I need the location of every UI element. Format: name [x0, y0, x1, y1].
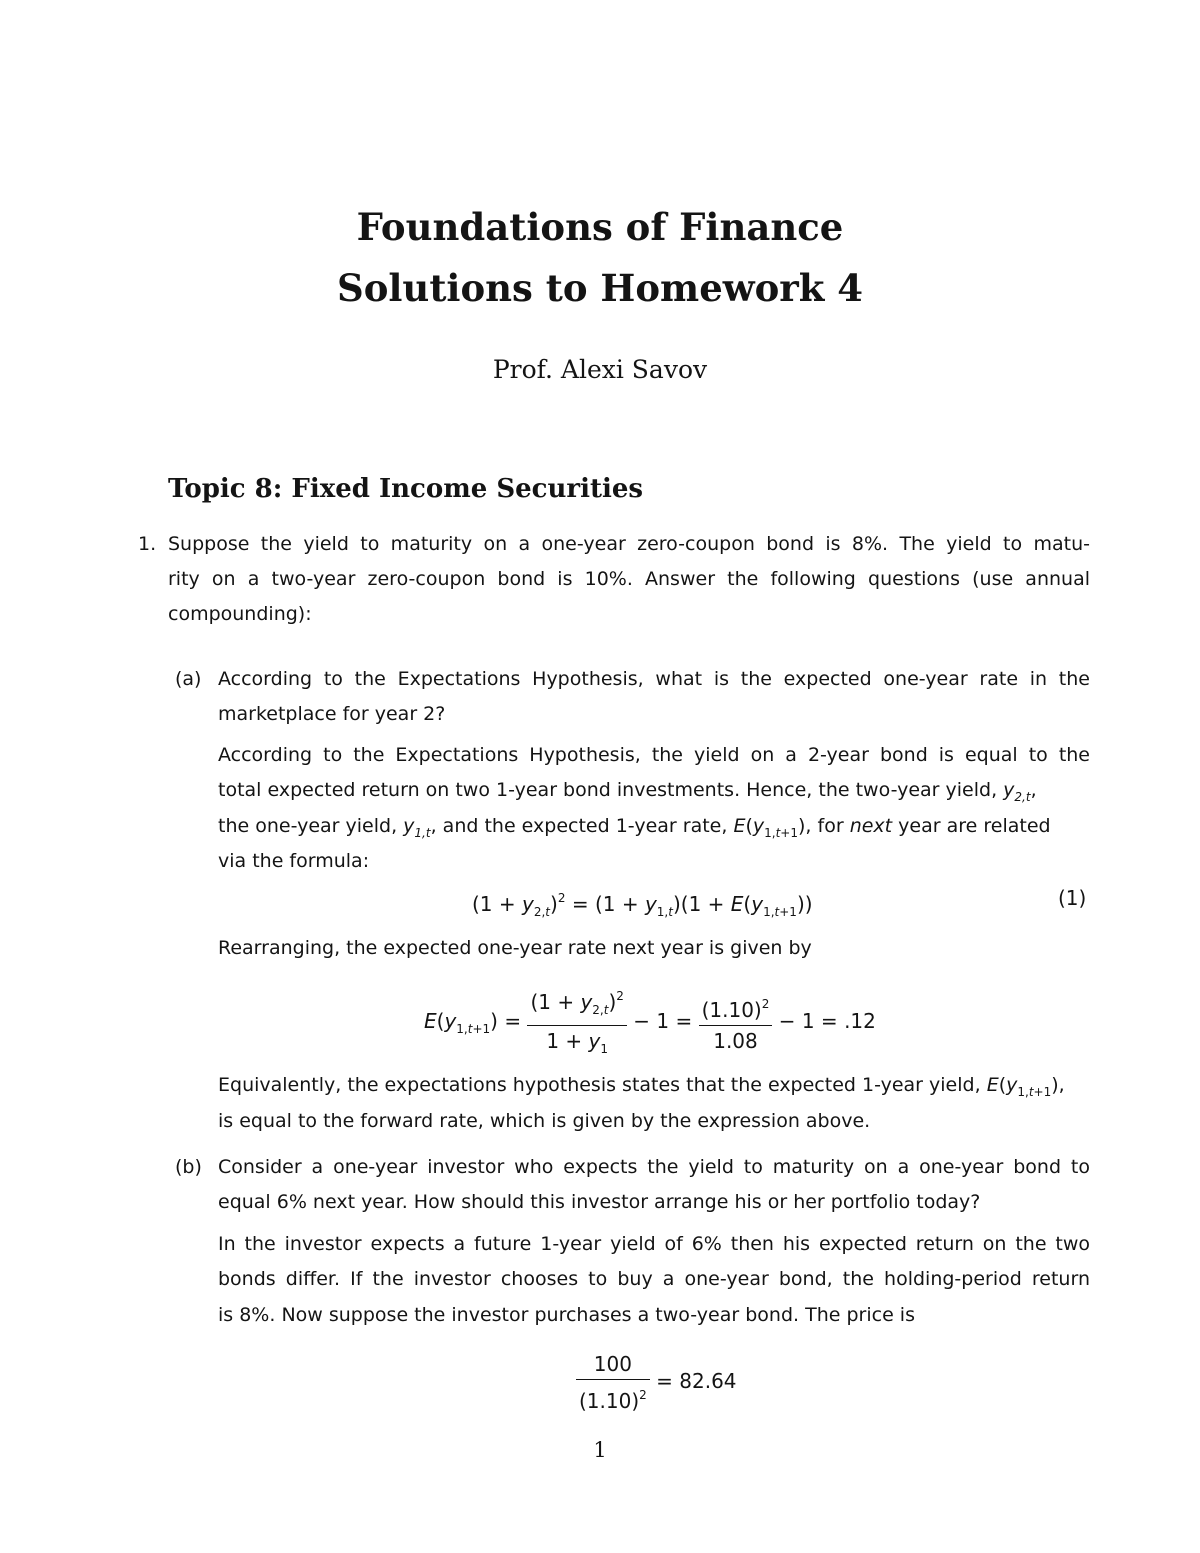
- question-text-line: compounding):: [168, 603, 312, 625]
- math-expected-y: $E(y_{1,t+1})$: [733, 815, 806, 840]
- math-y2t: $y_{2,t}$: [1003, 779, 1031, 804]
- question-text-line: rity on a two-year zero-coupon bond is 10%. Answer the following questions (use annual: [168, 568, 1090, 590]
- document-subtitle: Solutions to Homework 4: [336, 266, 864, 310]
- equation-result: .12: [844, 1009, 876, 1033]
- answer-text-line: Equivalently, the expectations hypothesis states that the expected 1-year yield, $E(y_{1,t+1})$,: [218, 1074, 1065, 1099]
- part-b-question-line: Consider a one-year investor who expects the yield to maturity on a one-year bond to: [218, 1156, 1090, 1178]
- equation-number: (1): [1058, 886, 1087, 910]
- question-text-line: Suppose the yield to maturity on a one-year zero-coupon bond is 8%. The yield to matu-: [168, 533, 1090, 555]
- answer-text-line: In the investor expects a future 1-year yield of 6% then his expected return on the two: [218, 1233, 1090, 1255]
- equation-expected-rate: $E(y_{1,t+1})$ = $\frac{(1 + y_{2,t})^2}{1 + y_1}$ − 1 = $\frac{(1.10)^2}{1.08}$ − 1 = .12: [424, 984, 876, 1061]
- numerator: (1.10): [701, 998, 762, 1022]
- answer-text: Equivalently, the expectations hypothesis states that the expected 1-year yield,: [218, 1074, 981, 1096]
- answer-text-line: bonds differ. If the investor chooses to buy a one-year bond, the holding-period return: [218, 1268, 1090, 1290]
- part-b-label: (b): [175, 1156, 202, 1178]
- answer-text: , and the expected 1-year rate,: [430, 815, 728, 837]
- exponent: 2: [639, 1388, 647, 1402]
- answer-text-line: is equal to the forward rate, which is given by the expression above.: [218, 1110, 871, 1132]
- answer-text-line: Rearranging, the expected one-year rate next year is given by: [218, 937, 812, 959]
- part-a-question-line: According to the Expectations Hypothesis, what is the expected one-year rate in the: [218, 668, 1090, 690]
- exponent: 2: [761, 997, 770, 1011]
- answer-text-line: via the formula:: [218, 850, 370, 872]
- equation-result: = 82.64: [656, 1369, 737, 1393]
- part-a-question-line: marketplace for year 2?: [218, 703, 446, 725]
- fraction: $\frac{(1 + y_{2,t})^2}{1 + y_1}$: [527, 984, 626, 1061]
- answer-text-line: [218, 814, 1051, 845]
- answer-text: the one-year yield,: [218, 815, 398, 837]
- part-a-label: (a): [175, 668, 202, 690]
- author-name: Prof. Alexi Savov: [492, 355, 708, 384]
- numerator: 100: [576, 1352, 650, 1380]
- fraction: [576, 1352, 650, 1413]
- equation-operator: − 1 =: [778, 1009, 838, 1033]
- answer-text: total expected return on two 1-year bond investments. Hence, the two-year yield,: [218, 779, 998, 801]
- fraction: [699, 992, 773, 1053]
- section-heading: Topic 8: Fixed Income Securities: [168, 474, 644, 504]
- answer-text: , for: [805, 815, 844, 837]
- question-number: 1.: [138, 533, 157, 555]
- math-y1t: $y_{1,t}$: [403, 815, 431, 840]
- emphasis-text: next: [849, 815, 893, 837]
- document-title: Foundations of Finance: [356, 205, 844, 249]
- answer-text-line: is 8%. Now suppose the investor purchases a two-year bond. The price is: [218, 1304, 915, 1326]
- part-b-question-line: equal 6% next year. How should this investor arrange his or her portfolio today?: [218, 1191, 981, 1213]
- answer-text: year are related: [898, 815, 1051, 837]
- math-expected-y: $E(y_{1,t+1})$: [986, 1074, 1059, 1099]
- equation-price: [576, 1352, 737, 1413]
- page-number: 1: [593, 1438, 607, 1462]
- answer-text-line: According to the Expectations Hypothesis, the yield on a 2-year bond is equal to the: [218, 744, 1090, 766]
- answer-text-line: total expected return on two 1-year bond investments. Hence, the two-year yield, $y_{2,t}$,: [218, 779, 1037, 804]
- equation-1: $(1 + y_{2,t})^2 = (1 + y_{1,t})(1 + E(y_{1,t+1}))$: [472, 891, 813, 919]
- denominator: 1.08: [713, 1029, 758, 1053]
- denominator: (1.10): [579, 1389, 640, 1413]
